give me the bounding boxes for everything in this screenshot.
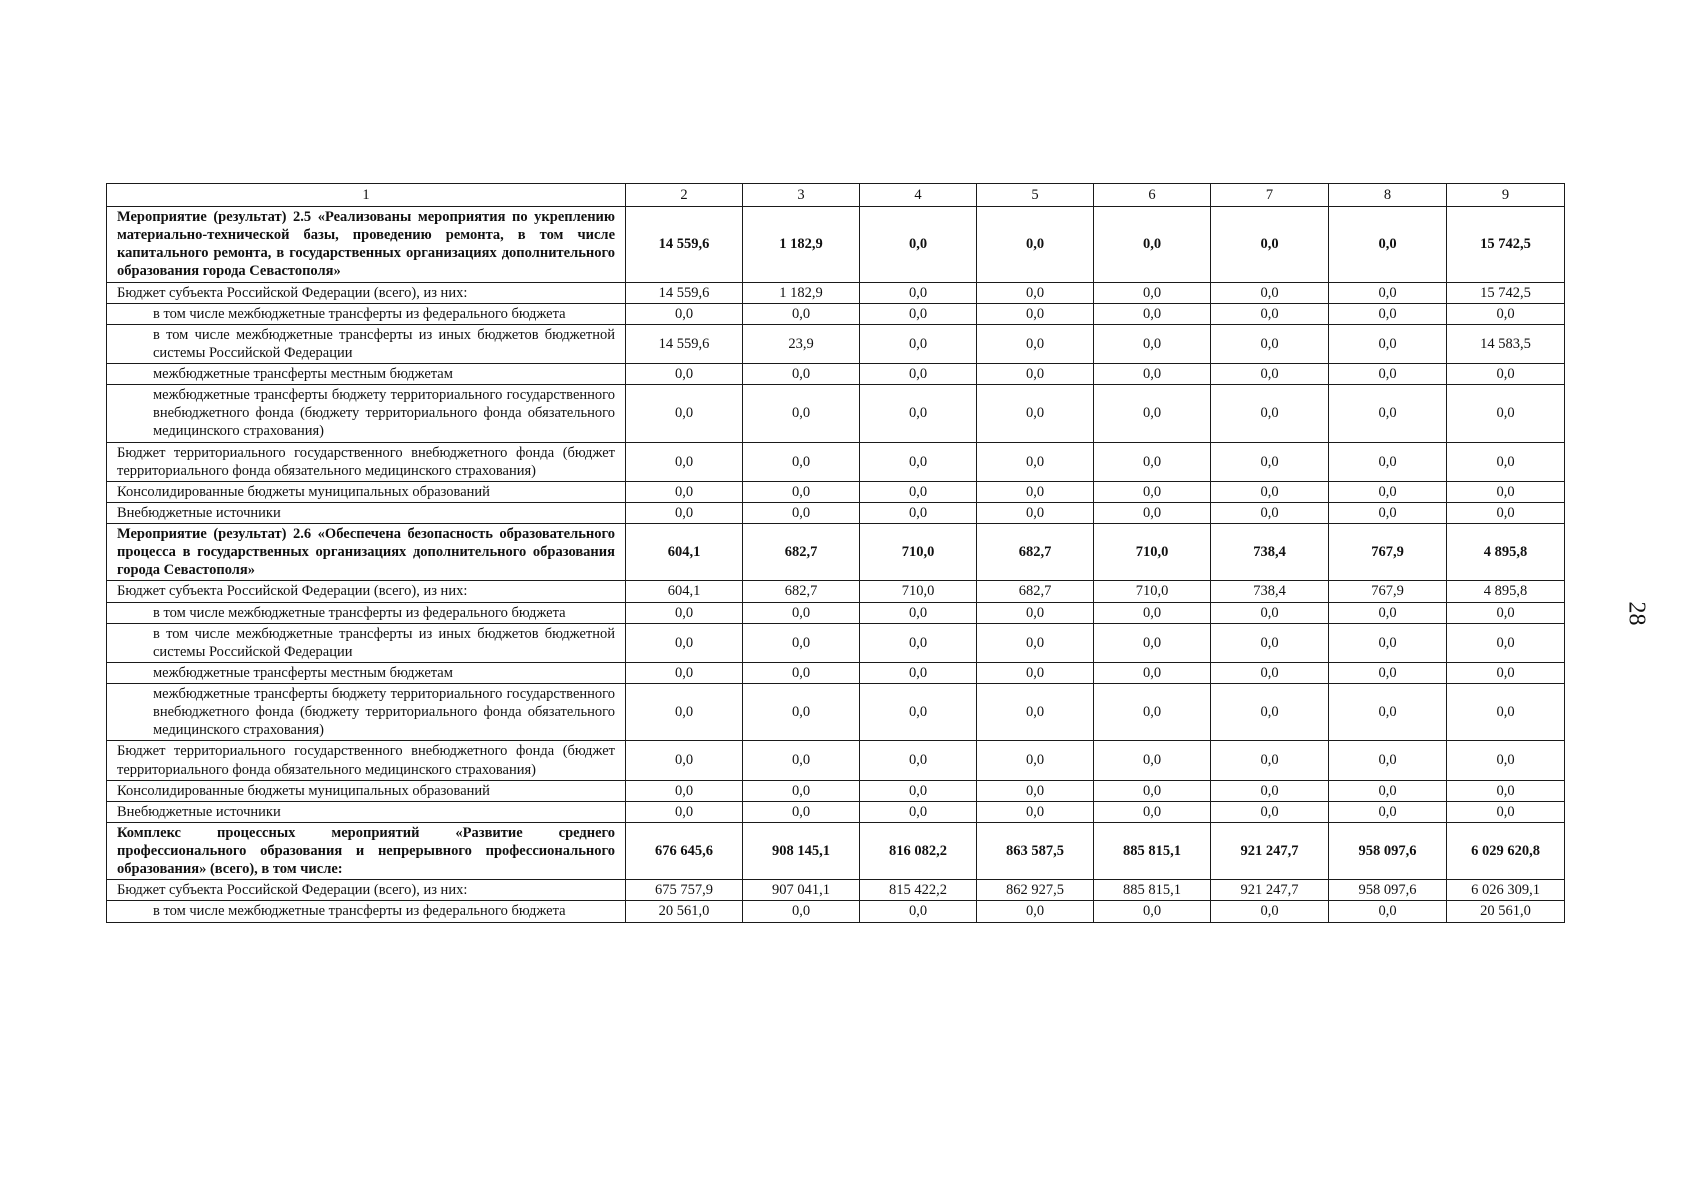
value-cell: 6 029 620,8: [1447, 822, 1565, 879]
value-cell: 0,0: [626, 741, 743, 780]
header-cell: 8: [1329, 184, 1447, 207]
value-cell: 958 097,6: [1329, 880, 1447, 901]
row-label: межбюджетные трансферты бюджету территориального государственного внебюджетного фонда (бюджету территориального фонда обязательного медицинского страхования): [107, 684, 626, 741]
value-cell: 15 742,5: [1447, 282, 1565, 303]
value-cell: 0,0: [1094, 801, 1211, 822]
table-row: [107, 502, 1565, 523]
value-cell: 0,0: [1447, 741, 1565, 780]
value-cell: 0,0: [1329, 602, 1447, 623]
header-cell: 4: [860, 184, 977, 207]
value-cell: 738,4: [1211, 581, 1329, 602]
value-cell: 0,0: [977, 385, 1094, 442]
value-cell: 0,0: [743, 623, 860, 662]
table-row: [107, 364, 1565, 385]
value-cell: 6 026 309,1: [1447, 880, 1565, 901]
value-cell: 0,0: [1094, 282, 1211, 303]
value-cell: 0,0: [860, 901, 977, 922]
value-cell: 0,0: [743, 442, 860, 481]
value-cell: 0,0: [860, 207, 977, 283]
value-cell: 921 247,7: [1211, 822, 1329, 879]
value-cell: 0,0: [977, 324, 1094, 363]
value-cell: 0,0: [1211, 502, 1329, 523]
value-cell: 14 583,5: [1447, 324, 1565, 363]
value-cell: 0,0: [977, 282, 1094, 303]
value-cell: 0,0: [1094, 207, 1211, 283]
row-label: Консолидированные бюджеты муниципальных образований: [107, 780, 626, 801]
value-cell: 0,0: [860, 623, 977, 662]
value-cell: 0,0: [1211, 282, 1329, 303]
value-cell: 0,0: [743, 502, 860, 523]
row-label: Бюджет субъекта Российской Федерации (всего), из них:: [107, 581, 626, 602]
value-cell: 0,0: [1211, 684, 1329, 741]
value-cell: 0,0: [977, 741, 1094, 780]
value-cell: 0,0: [743, 602, 860, 623]
table-row: [107, 581, 1565, 602]
value-cell: 0,0: [626, 442, 743, 481]
value-cell: 738,4: [1211, 524, 1329, 581]
value-cell: 0,0: [1094, 481, 1211, 502]
value-cell: 14 559,6: [626, 282, 743, 303]
value-cell: 0,0: [977, 442, 1094, 481]
value-cell: 0,0: [1094, 741, 1211, 780]
value-cell: 0,0: [743, 662, 860, 683]
value-cell: 20 561,0: [626, 901, 743, 922]
value-cell: 0,0: [860, 662, 977, 683]
value-cell: 0,0: [743, 481, 860, 502]
value-cell: 863 587,5: [977, 822, 1094, 879]
value-cell: 4 895,8: [1447, 581, 1565, 602]
value-cell: 710,0: [1094, 581, 1211, 602]
value-cell: 0,0: [1447, 385, 1565, 442]
value-cell: 0,0: [1211, 303, 1329, 324]
value-cell: 0,0: [1211, 662, 1329, 683]
table-row: [107, 623, 1565, 662]
header-cell: 1: [107, 184, 626, 207]
row-label: в том числе межбюджетные трансферты из федерального бюджета: [107, 901, 626, 922]
row-label: Консолидированные бюджеты муниципальных образований: [107, 481, 626, 502]
table-row: [107, 901, 1565, 922]
value-cell: 0,0: [1329, 801, 1447, 822]
header-cell: 6: [1094, 184, 1211, 207]
value-cell: 0,0: [743, 801, 860, 822]
value-cell: 710,0: [860, 524, 977, 581]
value-cell: 0,0: [860, 780, 977, 801]
row-label: Мероприятие (результат) 2.6 «Обеспечена безопасность образовательного процесса в государственных организациях дополнительного образования города Севастополя»: [107, 524, 626, 581]
value-cell: 0,0: [977, 623, 1094, 662]
page-number: 28: [1623, 601, 1650, 626]
value-cell: 0,0: [1329, 385, 1447, 442]
value-cell: 0,0: [1447, 303, 1565, 324]
value-cell: 0,0: [1447, 780, 1565, 801]
row-label: Внебюджетные источники: [107, 502, 626, 523]
table-row: [107, 282, 1565, 303]
value-cell: 0,0: [1211, 741, 1329, 780]
value-cell: 0,0: [626, 481, 743, 502]
value-cell: 0,0: [1329, 502, 1447, 523]
value-cell: 0,0: [1094, 442, 1211, 481]
value-cell: 0,0: [743, 684, 860, 741]
value-cell: 907 041,1: [743, 880, 860, 901]
value-cell: 0,0: [1094, 385, 1211, 442]
table-row: [107, 324, 1565, 363]
value-cell: 0,0: [1094, 303, 1211, 324]
value-cell: 0,0: [860, 385, 977, 442]
value-cell: 0,0: [1211, 481, 1329, 502]
table-row: [107, 780, 1565, 801]
table-row: [107, 442, 1565, 481]
table-row: [107, 385, 1565, 442]
value-cell: 0,0: [977, 481, 1094, 502]
value-cell: 0,0: [977, 207, 1094, 283]
value-cell: 0,0: [977, 662, 1094, 683]
value-cell: 0,0: [743, 780, 860, 801]
value-cell: 0,0: [1447, 662, 1565, 683]
value-cell: 710,0: [860, 581, 977, 602]
value-cell: 676 645,6: [626, 822, 743, 879]
row-label: Бюджет субъекта Российской Федерации (всего), из них:: [107, 282, 626, 303]
value-cell: 0,0: [1211, 901, 1329, 922]
value-cell: 0,0: [860, 741, 977, 780]
value-cell: 604,1: [626, 524, 743, 581]
value-cell: 0,0: [1211, 385, 1329, 442]
value-cell: 0,0: [743, 303, 860, 324]
value-cell: 816 082,2: [860, 822, 977, 879]
table-row: [107, 801, 1565, 822]
row-label: в том числе межбюджетные трансферты из федерального бюджета: [107, 602, 626, 623]
header-cell: 2: [626, 184, 743, 207]
value-cell: 14 559,6: [626, 207, 743, 283]
value-cell: 0,0: [1447, 602, 1565, 623]
value-cell: 0,0: [977, 901, 1094, 922]
value-cell: 20 561,0: [1447, 901, 1565, 922]
value-cell: 604,1: [626, 581, 743, 602]
value-cell: 0,0: [1211, 364, 1329, 385]
value-cell: 0,0: [1094, 623, 1211, 662]
header-cell: 5: [977, 184, 1094, 207]
value-cell: 0,0: [743, 901, 860, 922]
value-cell: 0,0: [1329, 623, 1447, 662]
table-row: [107, 662, 1565, 683]
row-label: Внебюджетные источники: [107, 801, 626, 822]
value-cell: 0,0: [1094, 364, 1211, 385]
header-cell: 9: [1447, 184, 1565, 207]
value-cell: 23,9: [743, 324, 860, 363]
value-cell: 0,0: [977, 364, 1094, 385]
value-cell: 885 815,1: [1094, 822, 1211, 879]
value-cell: 675 757,9: [626, 880, 743, 901]
value-cell: 0,0: [1094, 662, 1211, 683]
value-cell: 767,9: [1329, 581, 1447, 602]
value-cell: 0,0: [977, 801, 1094, 822]
value-cell: 0,0: [1211, 602, 1329, 623]
value-cell: 0,0: [1447, 684, 1565, 741]
value-cell: 0,0: [860, 282, 977, 303]
value-cell: 0,0: [977, 303, 1094, 324]
value-cell: 0,0: [860, 303, 977, 324]
value-cell: 0,0: [1329, 780, 1447, 801]
value-cell: 0,0: [860, 684, 977, 741]
value-cell: 0,0: [1094, 901, 1211, 922]
value-cell: 921 247,7: [1211, 880, 1329, 901]
header-row: [107, 184, 1565, 207]
table-row: [107, 524, 1565, 581]
table-row: [107, 741, 1565, 780]
value-cell: 815 422,2: [860, 880, 977, 901]
table-row: [107, 684, 1565, 741]
value-cell: 0,0: [1447, 481, 1565, 502]
value-cell: 0,0: [1447, 801, 1565, 822]
table-row: [107, 880, 1565, 901]
value-cell: 0,0: [626, 662, 743, 683]
table-row: [107, 303, 1565, 324]
value-cell: 1 182,9: [743, 207, 860, 283]
value-cell: 0,0: [626, 623, 743, 662]
table-body: [107, 184, 1565, 923]
row-label: межбюджетные трансферты местным бюджетам: [107, 364, 626, 385]
value-cell: 0,0: [626, 602, 743, 623]
value-cell: 682,7: [977, 524, 1094, 581]
value-cell: 0,0: [1447, 364, 1565, 385]
value-cell: 0,0: [1094, 602, 1211, 623]
value-cell: 0,0: [1211, 324, 1329, 363]
budget-table: [106, 183, 1565, 923]
row-label: Мероприятие (результат) 2.5 «Реализованы мероприятия по укреплению материально-технической базы, проведению ремонта, в том числе капитального ремонта, в государственных организациях дополнительного образования города Севастополя»: [107, 207, 626, 283]
value-cell: 14 559,6: [626, 324, 743, 363]
value-cell: 0,0: [1094, 684, 1211, 741]
value-cell: 0,0: [743, 385, 860, 442]
value-cell: 0,0: [1329, 481, 1447, 502]
value-cell: 0,0: [860, 602, 977, 623]
value-cell: 767,9: [1329, 524, 1447, 581]
value-cell: 0,0: [626, 780, 743, 801]
value-cell: 0,0: [1447, 502, 1565, 523]
value-cell: 0,0: [1329, 684, 1447, 741]
value-cell: 682,7: [977, 581, 1094, 602]
value-cell: 0,0: [1211, 780, 1329, 801]
value-cell: 0,0: [1211, 623, 1329, 662]
table-row: [107, 602, 1565, 623]
header-cell: 7: [1211, 184, 1329, 207]
value-cell: 0,0: [1094, 502, 1211, 523]
row-label: Комплекс процессных мероприятий «Развитие среднего профессионального образования и непрерывного профессионального образования» (всего), в том числе:: [107, 822, 626, 879]
row-label: Бюджет территориального государственного внебюджетного фонда (бюджет территориального фонда обязательного медицинского страхования): [107, 741, 626, 780]
value-cell: 0,0: [1329, 282, 1447, 303]
value-cell: 0,0: [1329, 303, 1447, 324]
value-cell: 0,0: [1447, 442, 1565, 481]
value-cell: 4 895,8: [1447, 524, 1565, 581]
value-cell: 710,0: [1094, 524, 1211, 581]
value-cell: 0,0: [743, 364, 860, 385]
value-cell: 0,0: [1329, 442, 1447, 481]
value-cell: 0,0: [860, 324, 977, 363]
row-label: в том числе межбюджетные трансферты из иных бюджетов бюджетной системы Российской Федерации: [107, 623, 626, 662]
row-label: Бюджет территориального государственного внебюджетного фонда (бюджет территориального фонда обязательного медицинского страхования): [107, 442, 626, 481]
value-cell: 0,0: [860, 502, 977, 523]
value-cell: 0,0: [977, 780, 1094, 801]
value-cell: 0,0: [1447, 623, 1565, 662]
table-row: [107, 481, 1565, 502]
value-cell: 0,0: [626, 801, 743, 822]
row-label: в том числе межбюджетные трансферты из федерального бюджета: [107, 303, 626, 324]
row-label: межбюджетные трансферты бюджету территориального государственного внебюджетного фонда (бюджету территориального фонда обязательного медицинского страхования): [107, 385, 626, 442]
value-cell: 0,0: [860, 801, 977, 822]
value-cell: 0,0: [860, 481, 977, 502]
value-cell: 0,0: [977, 684, 1094, 741]
value-cell: 0,0: [626, 385, 743, 442]
value-cell: 0,0: [1329, 662, 1447, 683]
value-cell: 15 742,5: [1447, 207, 1565, 283]
value-cell: 0,0: [1211, 801, 1329, 822]
header-cell: 3: [743, 184, 860, 207]
value-cell: 862 927,5: [977, 880, 1094, 901]
value-cell: 0,0: [1094, 324, 1211, 363]
row-label: в том числе межбюджетные трансферты из иных бюджетов бюджетной системы Российской Федерации: [107, 324, 626, 363]
value-cell: 0,0: [977, 502, 1094, 523]
value-cell: 908 145,1: [743, 822, 860, 879]
value-cell: 0,0: [1329, 324, 1447, 363]
value-cell: 0,0: [860, 442, 977, 481]
value-cell: 0,0: [860, 364, 977, 385]
table-row: [107, 207, 1565, 283]
value-cell: 0,0: [1329, 364, 1447, 385]
row-label: межбюджетные трансферты местным бюджетам: [107, 662, 626, 683]
value-cell: 682,7: [743, 581, 860, 602]
value-cell: 885 815,1: [1094, 880, 1211, 901]
row-label: Бюджет субъекта Российской Федерации (всего), из них:: [107, 880, 626, 901]
value-cell: 682,7: [743, 524, 860, 581]
value-cell: 0,0: [626, 502, 743, 523]
value-cell: 0,0: [1329, 207, 1447, 283]
value-cell: 0,0: [626, 303, 743, 324]
table-row: [107, 822, 1565, 879]
value-cell: 958 097,6: [1329, 822, 1447, 879]
value-cell: 1 182,9: [743, 282, 860, 303]
value-cell: 0,0: [626, 364, 743, 385]
value-cell: 0,0: [1094, 780, 1211, 801]
value-cell: 0,0: [626, 684, 743, 741]
value-cell: 0,0: [743, 741, 860, 780]
value-cell: 0,0: [1211, 442, 1329, 481]
value-cell: 0,0: [977, 602, 1094, 623]
value-cell: 0,0: [1211, 207, 1329, 283]
value-cell: 0,0: [1329, 741, 1447, 780]
value-cell: 0,0: [1329, 901, 1447, 922]
